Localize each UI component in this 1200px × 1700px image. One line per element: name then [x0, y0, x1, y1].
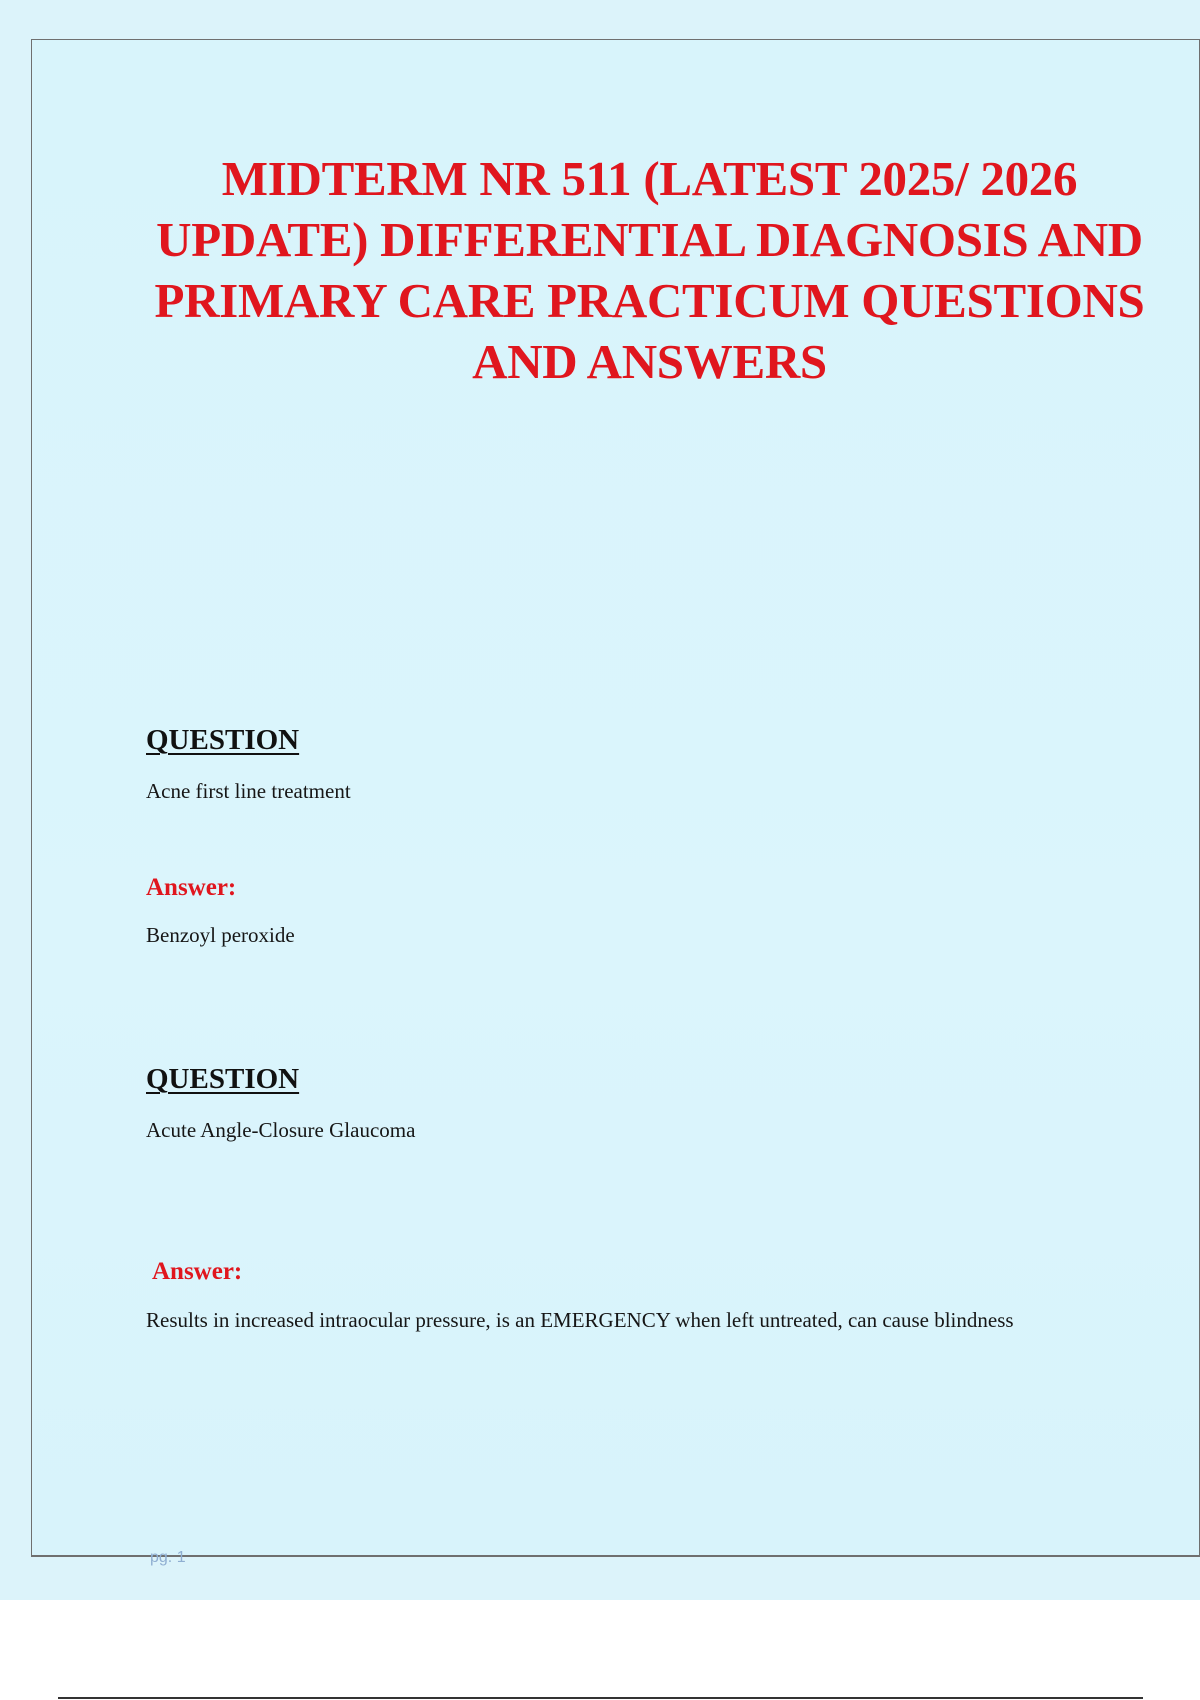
document-title: MIDTERM NR 511 (LATEST 2025/ 2026 UPDATE) DIFFERENTIAL DIAGNOSIS AND PRIMARY CARE PRACTICUM QUESTIONS AND ANSWERS [154, 151, 1145, 389]
page-number: pg. 1 [150, 1549, 186, 1566]
document-page [31, 39, 1200, 1566]
answer-text-2: Results in increased intraocular pressure, is an EMERGENCY when left untreated, can cause blindness [146, 1308, 1014, 1332]
question-text-2: Acute Angle-Closure Glaucoma [146, 1118, 416, 1142]
question-heading-2: QUESTION [146, 1063, 300, 1095]
question-text-1: Acne first line treatment [146, 779, 351, 803]
question-heading-1: QUESTION [146, 724, 300, 756]
footer-divider [58, 1697, 1143, 1699]
answer-label-2: Answer: [152, 1258, 243, 1285]
answer-label-1: Answer: [146, 874, 237, 901]
answer-text-1: Benzoyl peroxide [146, 923, 295, 947]
